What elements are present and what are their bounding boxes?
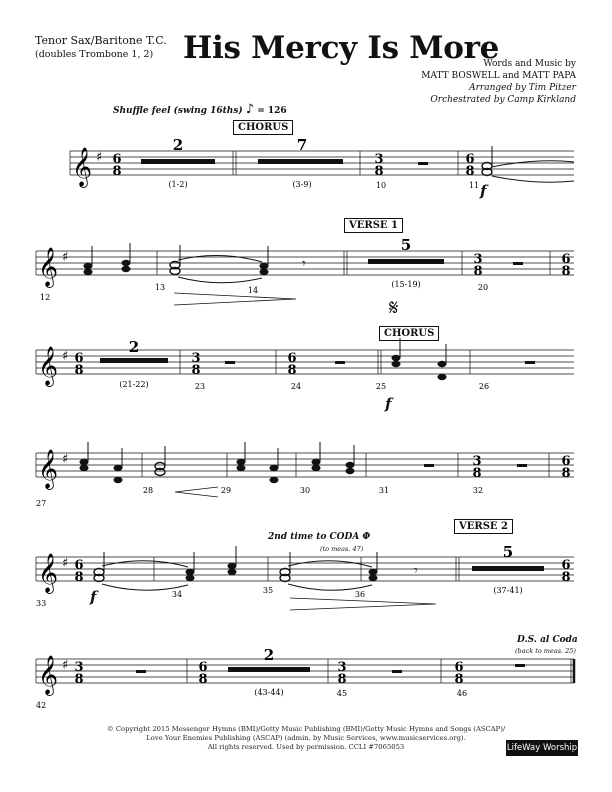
dynamic-forte: f [385, 395, 392, 413]
tempo-text: Shuffle feel (swing 16ths) [113, 106, 243, 116]
tempo-bpm: = 126 [257, 106, 287, 116]
svg-text:8: 8 [337, 672, 347, 687]
ds-note: (back to meas. 25) [515, 647, 576, 655]
publisher-logo: LifeWay Worship [506, 740, 578, 756]
svg-text:24: 24 [290, 382, 302, 391]
eighth-note-icon: ♪ [245, 102, 255, 117]
svg-text:𝄞: 𝄞 [38, 655, 59, 695]
svg-text:3: 3 [473, 252, 483, 267]
svg-text:25: 25 [375, 382, 387, 391]
time-sig-bottom: 8 [112, 164, 122, 179]
svg-text:8: 8 [472, 466, 482, 481]
svg-text:𝄞: 𝄞 [38, 553, 59, 593]
measure-range: (43-44) [254, 688, 284, 697]
svg-text:46: 46 [456, 689, 468, 698]
svg-text:6: 6 [561, 454, 571, 469]
svg-text:6: 6 [198, 660, 208, 675]
rehearsal-chorus-2: CHORUS [379, 326, 439, 341]
svg-text:3: 3 [472, 454, 482, 469]
decrescendo-hairpin [174, 293, 296, 305]
svg-text:45: 45 [336, 689, 348, 698]
song-title: His Mercy Is More [183, 30, 500, 66]
measure-range: (21-22) [119, 380, 149, 389]
svg-text:32: 32 [472, 486, 484, 495]
multirest-bar [141, 159, 215, 164]
svg-text:𝄞: 𝄞 [38, 449, 59, 489]
eighth-rest-icon: 𝄾 [302, 256, 306, 272]
svg-text:8: 8 [191, 363, 201, 378]
measure-number: 13 [154, 283, 166, 292]
svg-text:6: 6 [454, 660, 464, 675]
svg-text:♯: ♯ [62, 452, 69, 467]
coda-icon: Φ [362, 532, 371, 542]
orchestrator: Orchestrated by Camp Kirkland [430, 95, 576, 105]
svg-text:8: 8 [74, 363, 84, 378]
svg-text:29: 29 [220, 486, 232, 495]
dynamic-forte: f [90, 588, 97, 606]
measure-range: (37-41) [493, 586, 523, 595]
svg-text:♯: ♯ [62, 349, 69, 364]
svg-text:26: 26 [478, 382, 490, 391]
svg-text:8: 8 [74, 570, 84, 585]
multirest-count: 7 [296, 136, 308, 154]
time-sig-top: 6 [112, 152, 122, 167]
segno-icon: 𝄋 [389, 296, 399, 321]
svg-text:6: 6 [74, 558, 84, 573]
words-music-label: Words and Music by [483, 59, 576, 69]
arranger: Arranged by Tim Pitzer [469, 83, 576, 93]
time-sig-bottom: 8 [374, 164, 384, 179]
svg-text:36: 36 [354, 590, 366, 599]
measure-range: (15-19) [391, 280, 421, 289]
rehearsal-chorus: CHORUS [233, 120, 293, 135]
svg-text:23: 23 [194, 382, 206, 391]
treble-clef-icon: 𝄞 [72, 147, 93, 187]
svg-text:♯: ♯ [62, 658, 69, 673]
time-sig-top: 6 [465, 152, 475, 167]
rehearsal-verse1: VERSE 1 [344, 218, 403, 233]
svg-text:33: 33 [36, 599, 47, 608]
svg-text:3: 3 [74, 660, 84, 675]
treble-clef-icon: 𝄞 [38, 247, 59, 287]
instrument-name: Tenor Sax/Baritone T.C. [35, 34, 167, 47]
svg-text:6: 6 [287, 351, 297, 366]
svg-text:8: 8 [561, 570, 571, 585]
svg-text:8: 8 [561, 466, 571, 481]
coda-text: 2nd time to CODA [268, 532, 360, 542]
multirest-count: 2 [263, 646, 275, 664]
time-sig-bottom: 8 [465, 164, 475, 179]
svg-text:3: 3 [337, 660, 347, 675]
svg-text:♯: ♯ [62, 556, 69, 571]
svg-text:30: 30 [299, 486, 311, 495]
multirest-count: 5 [400, 236, 412, 254]
svg-text:8: 8 [454, 672, 464, 687]
svg-text:𝄾: 𝄾 [414, 563, 418, 579]
multirest-count: 5 [502, 543, 514, 561]
svg-text:3: 3 [191, 351, 201, 366]
svg-text:34: 34 [171, 590, 183, 599]
composers: MATT BOSWELL and MATT PAPA [421, 71, 576, 81]
svg-text:8: 8 [561, 264, 571, 279]
svg-text:𝄞: 𝄞 [38, 346, 59, 386]
measure-range: (3-9) [292, 180, 312, 189]
measure-number: 20 [477, 283, 489, 292]
measure-range: (1-2) [168, 180, 188, 189]
key-sharp-icon: ♯ [96, 150, 103, 165]
svg-text:42: 42 [36, 701, 47, 710]
instrument-note: (doubles Trombone 1, 2) [35, 49, 154, 60]
svg-text:35: 35 [262, 586, 274, 595]
copyright-line: All rights reserved. Used by permission. CCLI #7065053 [207, 743, 405, 751]
copyright-line: © Copyright 2015 Messenger Hymns (BMI)/Getty Music Publishing (BMI)/Getty Music Hymns and Songs (ASCAP)/ [106, 725, 506, 733]
dynamic-forte: f [480, 182, 487, 200]
svg-text:8: 8 [198, 672, 208, 687]
whole-rest [418, 162, 428, 165]
measure-number: 12 [40, 293, 51, 302]
measure-number: 14 [247, 286, 259, 295]
crescendo-hairpin [175, 487, 218, 497]
key-sharp-icon: ♯ [62, 250, 69, 265]
ds-al-coda: D.S. al Coda [517, 635, 578, 645]
time-sig-top: 3 [374, 152, 384, 167]
svg-text:6: 6 [561, 252, 571, 267]
svg-text:6: 6 [74, 351, 84, 366]
svg-text:6: 6 [561, 558, 571, 573]
svg-text:28: 28 [142, 486, 154, 495]
svg-text:27: 27 [36, 499, 47, 508]
svg-text:31: 31 [378, 486, 390, 495]
svg-text:8: 8 [473, 264, 483, 279]
copyright-line: Love Your Enemies Publishing (ASCAP) (admin. by Music Services, www.musicservices.org). [146, 734, 466, 742]
coda-note: (to meas. 47) [320, 545, 364, 553]
multirest-count: 2 [172, 136, 184, 154]
multirest-count: 2 [128, 338, 140, 356]
svg-text:8: 8 [74, 672, 84, 687]
measure-number: 10 [375, 181, 387, 190]
svg-text:8: 8 [287, 363, 297, 378]
multirest-bar [258, 159, 343, 164]
rehearsal-verse2: VERSE 2 [454, 519, 513, 534]
measure-number: 11 [468, 181, 480, 190]
